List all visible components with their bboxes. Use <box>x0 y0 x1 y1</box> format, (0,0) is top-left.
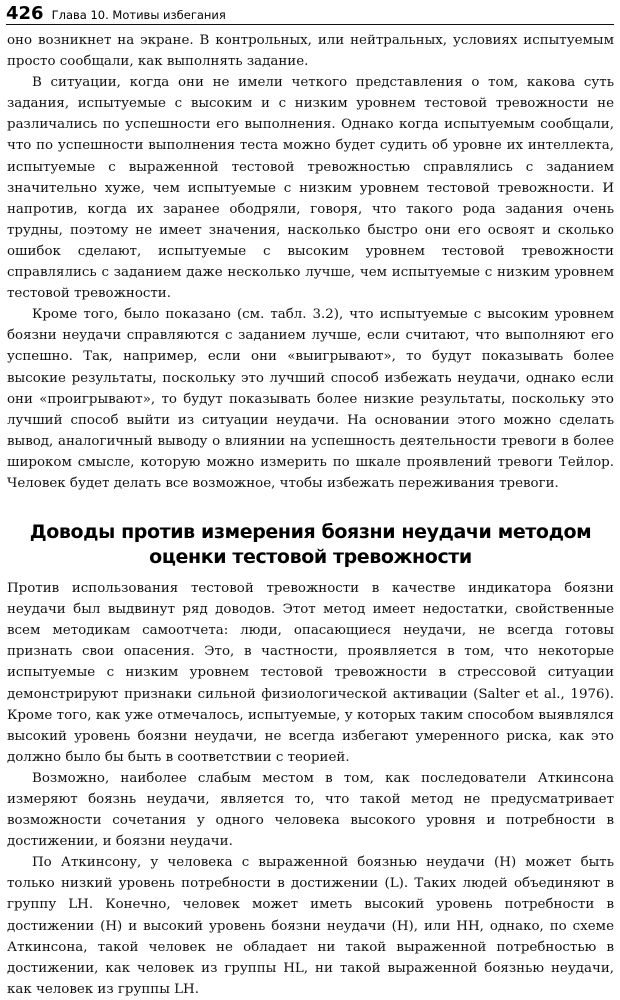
paragraph: По Аткинсону, у человека с выраженной боязнью неудачи (H) может быть только низкий уровень потребности в достижении (L). Таких людей объединяют в группу LH. Конечно, человек может иметь высокий уровень потребности в достижении (H) и высокий уровень боязни неудачи (H), или HH, однако, по схеме Аткинсона, такой человек не обладает ни такой выраженной потребностью в достижении, как человек из группы HL, ни такой выраженной боязнью неудачи, как человек из группы LH. <box>7 855 614 997</box>
paragraph: Кроме того, было показано (см. табл. 3.2), что испытуемые с высоким уровнем боязни неудачи справляются с заданием лучше, если считают, что выполняют его успешно. Так, например, если они «выигрывают», то будут показывать более высокие результаты, поскольку это лучший способ избежать неудачи, однако если они «проигрывают», то будут показывать более низкие результаты, поскольку это лучший способ выйти из ситуации неудачи. На основании этого можно сделать вывод, аналогичный выводу о влиянии на успешность деятельности тревоги в более широком смысле, которую можно измерить по шкале проявлений тревоги Тейлор. Человек будет делать все возможное, чтобы избежать переживания тревоги. <box>7 307 614 491</box>
paragraph: Возможно, наиболее слабым местом в том, как последователи Аткинсона измеряют боязнь неудачи, является то, что такой метод не предусматривает возможности сочетания у одного человека высокого уровня и потребности в достижении, и боязни неудачи. <box>7 770 614 850</box>
section-heading-line: оценки тестовой тревожности <box>149 546 472 569</box>
section-heading <box>7 520 614 570</box>
paragraph: Против использования тестовой тревожности в качестве индикатора боязни неудачи был выдвинут ряд доводов. Этот метод имеет недостатки, свойственные всем методикам самоотчета: люди, опасающиеся неудачи, не всегда готовы признать свои опасения. Это, в частности, проявляется в том, что некоторые испытуемые с низким уровнем тестовой тревожности в стрессовой ситуации демонстрируют признаки сильной физиологической активации (Salter et al., 1976). Кроме того, как уже отмечалось, испытуемые, у которых таким способом выявлялся высокий уровень боязни неудачи, не всегда избегают умеренного риска, как это должно было бы быть в соответствии с теорией. <box>7 581 614 765</box>
section-heading-line: Доводы против измерения боязни неудачи методом <box>29 521 592 544</box>
page-header <box>6 2 614 25</box>
paragraph: В ситуации, когда они не имели четкого представления о том, какова суть задания, испытуемые с высоким и с низким уровнем тестовой тревожности не различались по успешности его выполнения. Однако когда испытуемым сообщали, что по успешности выполнения теста можно будет судить об уровне их интеллекта, испытуемые с выраженной тестовой тревожностью справлялись с заданием значительно хуже, чем испытуемые с низким уровнем тестовой тревожности. И напротив, когда их заранее ободряли, говоря, что такого рода задания очень трудны, поэтому не имеет значения, насколько быстро они его освоят и сколько ошибок сделают, испытуемые с высоким уровнем тестовой тревожности справлялись с заданием даже несколько лучше, чем испытуемые с низким уровнем тестовой тревожности. <box>7 75 614 302</box>
paragraph: оно возникнет на экране. В контрольных, или нейтральных, условиях испытуемым просто сообщали, как выполнять задание. <box>7 33 614 70</box>
running-head: Глава 10. Мотивы избегания <box>51 8 226 22</box>
page-number: 426 <box>6 3 44 24</box>
page-body <box>7 30 614 1000</box>
